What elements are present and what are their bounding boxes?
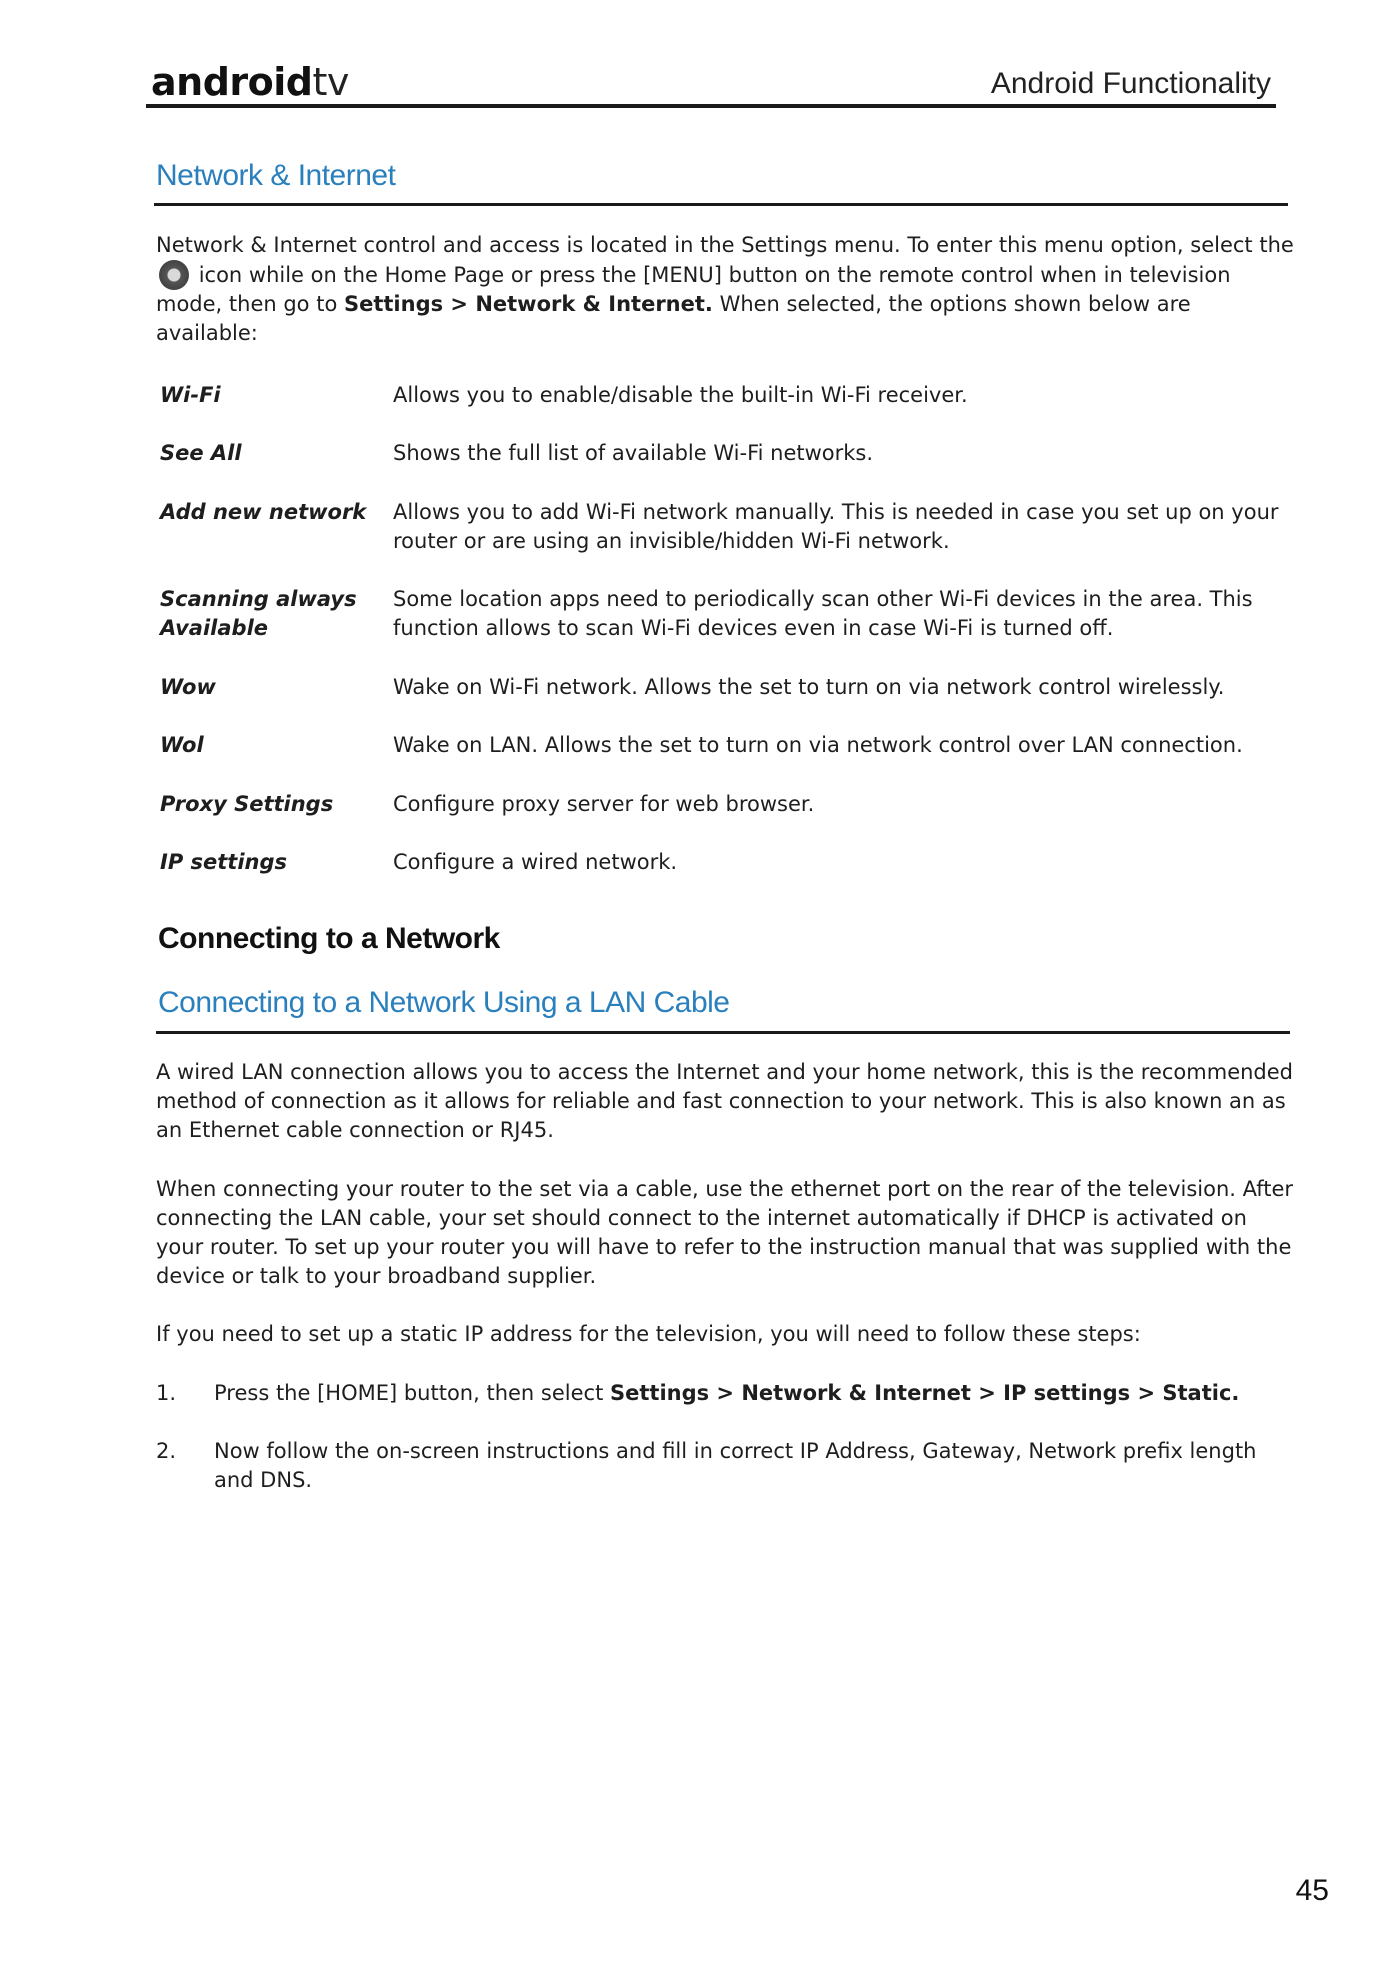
- intro-text-2: icon while on the Home Page or press the [MENU] button on the remote control when in television mode, then go to: [156, 263, 1231, 316]
- section-title-lan: Connecting to a Network Using a LAN Cable: [158, 986, 730, 1019]
- option-term: See All: [160, 441, 242, 465]
- option-desc: Wake on LAN. Allows the set to turn on via network control over LAN connection.: [393, 733, 1243, 757]
- option-desc: Allows you to enable/disable the built-in Wi-Fi receiver.: [393, 383, 968, 407]
- step-text: [214, 1379, 1294, 1408]
- option-desc: Configure a wired network.: [393, 850, 678, 874]
- step-text-bold: Settings > Network & Internet > IP settings > Static.: [610, 1381, 1240, 1405]
- option-term: Proxy Settings: [160, 792, 334, 816]
- option-desc: Allows you to add Wi-Fi network manually. This is needed in case you set up on your router or are using an invisible/hidden Wi-Fi network.: [393, 500, 1279, 553]
- header-title: Android Functionality: [990, 67, 1271, 100]
- step-number: 1.: [156, 1381, 177, 1405]
- option-desc: Configure proxy server for web browser.: [393, 792, 815, 816]
- option-term: IP settings: [160, 850, 288, 874]
- option-desc: Wake on Wi-Fi network. Allows the set to turn on via network control wirelessly.: [393, 675, 1225, 699]
- section-rule-lan: [156, 1031, 1290, 1034]
- option-desc: Some location apps need to periodically scan other Wi-Fi devices in the area. This function allows to scan Wi-Fi devices even in case Wi-Fi is turned off.: [393, 587, 1253, 640]
- section-title-network: Network & Internet: [156, 159, 396, 192]
- option-term: Add new network: [160, 500, 367, 524]
- intro-text-3: When selected, the options shown below are available:: [156, 292, 1191, 345]
- lan-paragraph-2: When connecting your router to the set via a cable, use the ethernet port on the rear of the television. After connecting the LAN cable, your set should connect to the internet automatically if DHCP is activated on your router. To set up your router you will have to refer to the instruction manual that was supplied with the device or talk to your broadband supplier.: [156, 1177, 1294, 1288]
- settings-gear-icon: [159, 260, 189, 290]
- step-number: 2.: [156, 1439, 177, 1463]
- option-term: Wow: [160, 675, 216, 699]
- androidtv-logo: [151, 58, 349, 106]
- step-text: [214, 1437, 1294, 1495]
- option-desc: Shows the full list of available Wi-Fi networks.: [393, 441, 874, 465]
- step-text-plain: Press the [HOME] button, then select: [214, 1381, 610, 1405]
- option-term: Wi-Fi: [160, 383, 221, 407]
- intro-text-1: Network & Internet control and access is located in the Settings menu. To enter this menu option, select the: [156, 233, 1294, 257]
- subheading-connecting: Connecting to a Network: [158, 922, 500, 955]
- logo-tv-text: tv: [312, 60, 349, 104]
- option-term: Scanning always Available: [160, 587, 357, 640]
- step-text-plain: Now follow the on-screen instructions and fill in correct IP Address, Gateway, Network prefix length and DNS.: [214, 1439, 1257, 1492]
- header-rule: [146, 104, 1276, 108]
- logo-android-text: android: [151, 60, 313, 104]
- section-rule-network: [154, 203, 1288, 206]
- intro-bold-path: Settings > Network & Internet.: [343, 292, 713, 316]
- lan-paragraph-1: A wired LAN connection allows you to access the Internet and your home network, this is the recommended method of connection as it allows for reliable and fast connection to your network. This is also known an as an Ethernet cable connection or RJ45.: [156, 1060, 1294, 1142]
- page-number: 45: [1295, 1874, 1329, 1907]
- lan-paragraph-3: If you need to set up a static IP address for the television, you will need to follow these steps:: [156, 1322, 1141, 1346]
- option-term: Wol: [160, 733, 204, 757]
- network-intro-paragraph: [156, 231, 1296, 348]
